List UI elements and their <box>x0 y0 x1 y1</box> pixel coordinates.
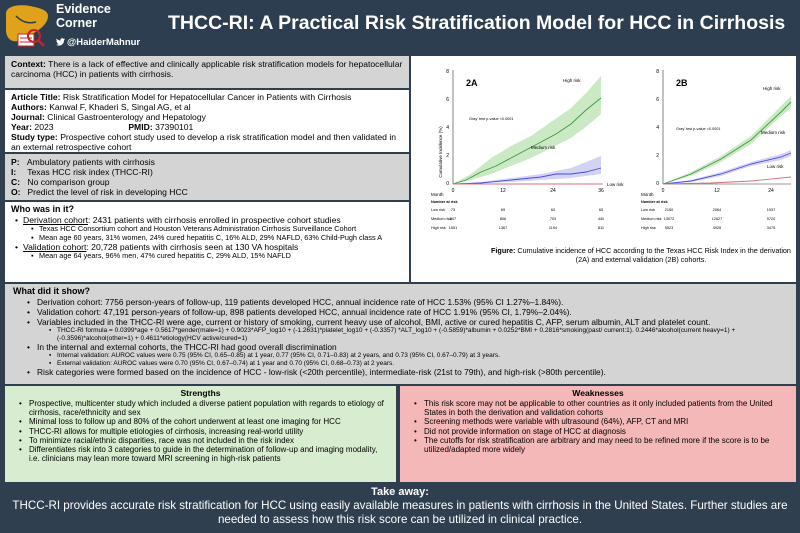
panel-a-xlabel: Month <box>431 192 444 197</box>
context-text: There is a lack of effective and clinically applicable risk stratification models for hepatocellular carcinoma (HCC) in patients with cirrhosis. <box>11 59 403 79</box>
result-risk-categories: • Risk categories were formed based on the incidence of HCC - low-risk (<20th percentile), intermediate-risk (21st to 79th), and high-risk (>80th percentile). <box>27 367 788 377</box>
figure-caption-label: Figure: <box>491 246 516 255</box>
pico-value: Texas HCC risk index (THCC-RI) <box>27 167 153 177</box>
study-type-label: Study type: <box>11 132 58 142</box>
panel-b-row-name: Low risk <box>641 208 655 212</box>
panel-a-cell: 703 <box>549 217 557 221</box>
pico-o <box>11 187 403 197</box>
panel-b-xtick: 24 <box>768 188 774 194</box>
pico-c <box>11 177 403 187</box>
strength-item: • Minimal loss to follow up and 80% of the cohort underwent at least one imaging for HCC <box>19 417 388 426</box>
result-derivation: • Derivation cohort: 7756 person-years of follow-up, 119 patients developed HCC, annual incidence rate of HCC 1.53% (95% CI 1.27%–1.84%). <box>27 297 788 307</box>
results-heading: What did it show? <box>13 286 90 296</box>
panel-a-nar-label: Number at risk <box>431 200 458 204</box>
strengths-heading: Strengths <box>180 388 221 398</box>
panel-a-cell: 1194 <box>548 226 558 230</box>
pico-panel <box>5 154 409 200</box>
pico-key: P: <box>11 157 20 167</box>
brand-line-1: Evidence <box>56 2 111 16</box>
incidence-figure <box>411 56 796 246</box>
figure-caption-text: Cumulative incidence of HCC according to the Texas HCC Risk Index in the derivation (2A) and external validation (2B) cohorts. <box>517 246 791 264</box>
medium-risk-ci-band <box>453 156 601 184</box>
panel-b-row-name: High risk <box>641 226 656 230</box>
derivation-label: Derivation cohort <box>23 215 88 225</box>
pico-key: I: <box>11 167 17 177</box>
who-panel <box>5 202 409 282</box>
derivation-text: : 2431 patients with cirrhosis enrolled in prospective cohort studies <box>87 215 341 225</box>
result-validation: • Validation cohort: 47,191 person-years of follow-up, 898 patients developed HCC, annual incidence rate of HCC 1.91% (95% CI, 1.79%–2.04%). <box>27 307 788 317</box>
result-internal-validation: ▪ Internal validation: AUROC values were 0.75 (95% CI, 0.65–0.85) at 1 year, 0.77 (95% CI, 0.71–0.83) at 2 years, and 0.73 (95% CI, 0.67–0.79) at 3 years. <box>49 352 788 360</box>
panel-a-label: 2A <box>466 78 478 88</box>
weakness-item: • The cutoffs for risk stratification are arbitrary and may need to be refined more if the score is to be utilized/adapted more widely <box>414 436 788 454</box>
panel-a-cell: 73 <box>450 208 456 212</box>
panel-a-cell: 65 <box>598 208 604 212</box>
panel-a-xtick: 24 <box>550 188 556 194</box>
pico-key: C: <box>11 177 21 187</box>
panel-b-cell: 1937 <box>766 208 776 212</box>
context-panel <box>5 56 409 88</box>
weakness-item: • Screening methods were variable with ultrasound (64%), AFP, CT and MRI <box>414 417 788 426</box>
panel-b-xtick: 12 <box>714 188 720 194</box>
panel-b-medium-label: Medium risk <box>761 130 786 135</box>
panel-a-low-label: Low risk <box>607 182 624 187</box>
panel-a-row-name: High risk <box>431 226 446 230</box>
authors-label: Authors: <box>11 102 47 112</box>
derivation-sub-2: ▪ Mean age 60 years, 31% women, 24% cured hepatitis C, 16% ALD, 29% NAFLD, 63% Child-Pugh class A <box>31 234 403 243</box>
panel-b-cell: 2150 <box>664 208 674 212</box>
context-label: Context: <box>11 59 46 69</box>
panel-a-xtick: 36 <box>598 188 604 194</box>
panel-a-pvalue: Gray' test p-value <0.0001 <box>469 117 514 121</box>
page-title: THCC-RI: A Practical Risk Stratification Model for HCC in Cirrhosis <box>168 12 786 34</box>
panel-a-cell: 1551 <box>448 226 458 230</box>
strength-item: • To minimize racial/ethnic disparities, race was not included in the risk index <box>19 436 388 445</box>
strength-item: • Differentiates risk into 3 categories to guide in the determination of follow-up and imaging modality, i.e. clinicians may lean more toward MRI screening in high-risk patients <box>19 445 388 463</box>
panel-b-ytick: 8 <box>656 69 659 75</box>
pico-value: Predict the level of risk in developing HCC <box>27 187 188 197</box>
panel-a-xtick: 12 <box>500 188 506 194</box>
brand-line-2: Corner <box>56 16 97 30</box>
pico-value: Ambulatory patients with cirrhosis <box>26 157 155 167</box>
panel-2a <box>431 69 624 230</box>
journal-label: Journal: <box>11 112 45 122</box>
panel-b-pvalue: Gray' test p-value <0.0001 <box>676 127 721 131</box>
panel-a-xtick: 0 <box>451 188 455 194</box>
year-label: Year: <box>11 122 33 132</box>
weakness-item: • Did not provide information on stage of HCC at diagnosis <box>414 427 788 436</box>
panel-a-cell: 807 <box>449 217 457 221</box>
panel-b-cell: 13072 <box>663 217 675 221</box>
results-panel <box>5 284 796 384</box>
panel-a-ytick: 8 <box>446 69 449 75</box>
panel-a-ytick: 0 <box>446 181 449 187</box>
weaknesses-heading: Weaknesses <box>572 388 624 398</box>
panel-b-xlabel: Month <box>641 192 654 197</box>
panel-b-label: 2B <box>676 78 688 88</box>
panel-a-cell: 1367 <box>498 226 508 230</box>
twitter-handle[interactable] <box>56 37 140 48</box>
result-external-validation: ▪ External validation: AUROC values were 0.70 (95% CI, 0.67–0.74) at 1 year and 0.70 (95% CI, 0.68–0.73) at 2 years. <box>49 360 788 368</box>
takeaway-text: THCC-RI provides accurate risk stratification for HCC using easily available measures in patients with cirrhosis in the United States. Further studies are needed to assess how this risk score can be utilized in clinical practice. <box>12 499 788 526</box>
panel-a-high-label: High risk <box>563 78 581 83</box>
panel-b-cell: 4926 <box>712 226 722 230</box>
result-formula: ▪ THCC-RI formula = 0.0399*age + 0.5617*gender(male=1) + 0.9023*AFP_log10 + (-1.2631)*platelet_log10 + (-0.3357) *ALT_log10 + (-0.5859)*albumin + 0.0252*BMI + 0.2816*smoking(past/ current:1). 0.2446*alcohol(current heavy=1) + (-0.3596)*alcohol(other=1) + 0.4611*etiology(HCV active/cured=1) <box>49 327 788 342</box>
panel-a-cell: 811 <box>597 226 605 230</box>
panel-a-medium-label: Medium risk <box>531 145 556 150</box>
strength-item: • Prospective, multicenter study which included a diverse patient population with regards to etiology of cirrhosis, race/ethnicity and sex <box>19 399 388 417</box>
strengths-panel <box>5 386 396 482</box>
panel-b-ytick: 0 <box>656 181 659 187</box>
panel-b-cell: 2064 <box>712 208 722 212</box>
panel-b-cell: 12627 <box>711 217 723 221</box>
article-title: Risk Stratification Model for Hepatocellular Cancer in Patients with Cirrhosis <box>62 92 352 102</box>
figure-caption <box>491 246 791 264</box>
panel-a-ytick: 4 <box>446 125 449 131</box>
panel-b-row-name: Medium risk <box>641 217 662 221</box>
panel-a-ylabel: Cumulative Incidence (%) <box>438 126 443 178</box>
article-panel <box>5 90 409 152</box>
twitter-icon <box>56 38 65 46</box>
result-variables: • Variables included in the THCC-RI were age, current or history of smoking, current heavy use of alcohol, BMI, active or cured hepatitis C, AFP, serum albumin, ALT and platelet count. <box>27 317 788 327</box>
panel-2b <box>641 69 791 230</box>
pmid: 37390101 <box>155 122 194 132</box>
panel-b-nar-label: Number at risk <box>641 200 668 204</box>
panel-b-cell: 3475 <box>766 226 776 230</box>
panel-b-cell: 5523 <box>664 226 674 230</box>
panel-b-xtick: 0 <box>661 188 665 194</box>
panel-b-cell: 9720 <box>766 217 776 221</box>
panel-a-row-name: Medium risk <box>431 217 452 221</box>
validation-text: : 20,728 patients with cirrhosis seen at 130 VA hospitals <box>86 242 299 253</box>
study-type: Prospective cohort study used to develop a risk stratification model and then validated in an external retrospective cohort <box>11 132 397 152</box>
panel-a-row-name: Low risk <box>431 208 445 212</box>
takeaway-heading: Take away: <box>371 486 429 498</box>
authors: Kanwal F, Khaderi S, Singal AG, et al <box>49 102 191 112</box>
liver-logo-icon <box>4 2 50 50</box>
journal: Clinical Gastroenterology and Hepatology <box>47 112 206 122</box>
weaknesses-panel <box>400 386 796 482</box>
panel-b-ytick: 4 <box>656 125 659 131</box>
brand-name <box>56 2 111 30</box>
panel-a-cell: 440 <box>597 217 605 221</box>
year: 2023 <box>34 122 54 132</box>
result-discrimination: • In the internal and external cohorts, the THCC-RI had good overall discrimination <box>27 342 788 352</box>
pico-p <box>11 157 403 167</box>
article-title-label: Article Title: <box>11 92 61 102</box>
panel-b-ytick: 6 <box>656 97 659 103</box>
panel-a-ytick: 2 <box>446 153 449 159</box>
pico-key: O: <box>11 187 21 197</box>
takeaway-section <box>0 484 800 533</box>
derivation-sub-1: ▪ Texas HCC Consortium cohort and Houston Veterans Administration Cirrhosis Surveillance Cohort <box>31 225 403 234</box>
panel-a-ytick: 6 <box>446 97 449 103</box>
panel-b-low-label: Low risk <box>767 164 784 169</box>
validation-label: Validation cohort <box>23 242 87 253</box>
strength-item: • THCC-RI allows for multiple etiologies of cirrhosis, increasing real-world utility <box>19 427 388 436</box>
pmid-label: PMID: <box>128 122 153 132</box>
panel-b-high-label: High risk <box>763 86 781 91</box>
header <box>0 0 800 54</box>
pico-i <box>11 167 403 177</box>
who-heading: Who was in it? <box>11 204 74 214</box>
validation-sub-1: ▪ Mean age 64 years, 96% men, 47% cured hepatitis C, 29% ALD, 15% NAFLD <box>31 252 403 261</box>
panel-a-cell: 60 <box>550 208 556 212</box>
panel-a-cell: 69 <box>500 208 506 212</box>
figure-panel <box>411 56 796 282</box>
panel-b-ytick: 2 <box>656 153 659 159</box>
pico-value: No comparison group <box>27 177 110 187</box>
panel-a-cell: 806 <box>499 217 507 221</box>
handle-text: @HaiderMahnur <box>67 37 141 48</box>
weakness-item: • This risk score may not be applicable to other countries as it only included patients from the United States in both the derivation and validation cohorts <box>414 399 788 417</box>
